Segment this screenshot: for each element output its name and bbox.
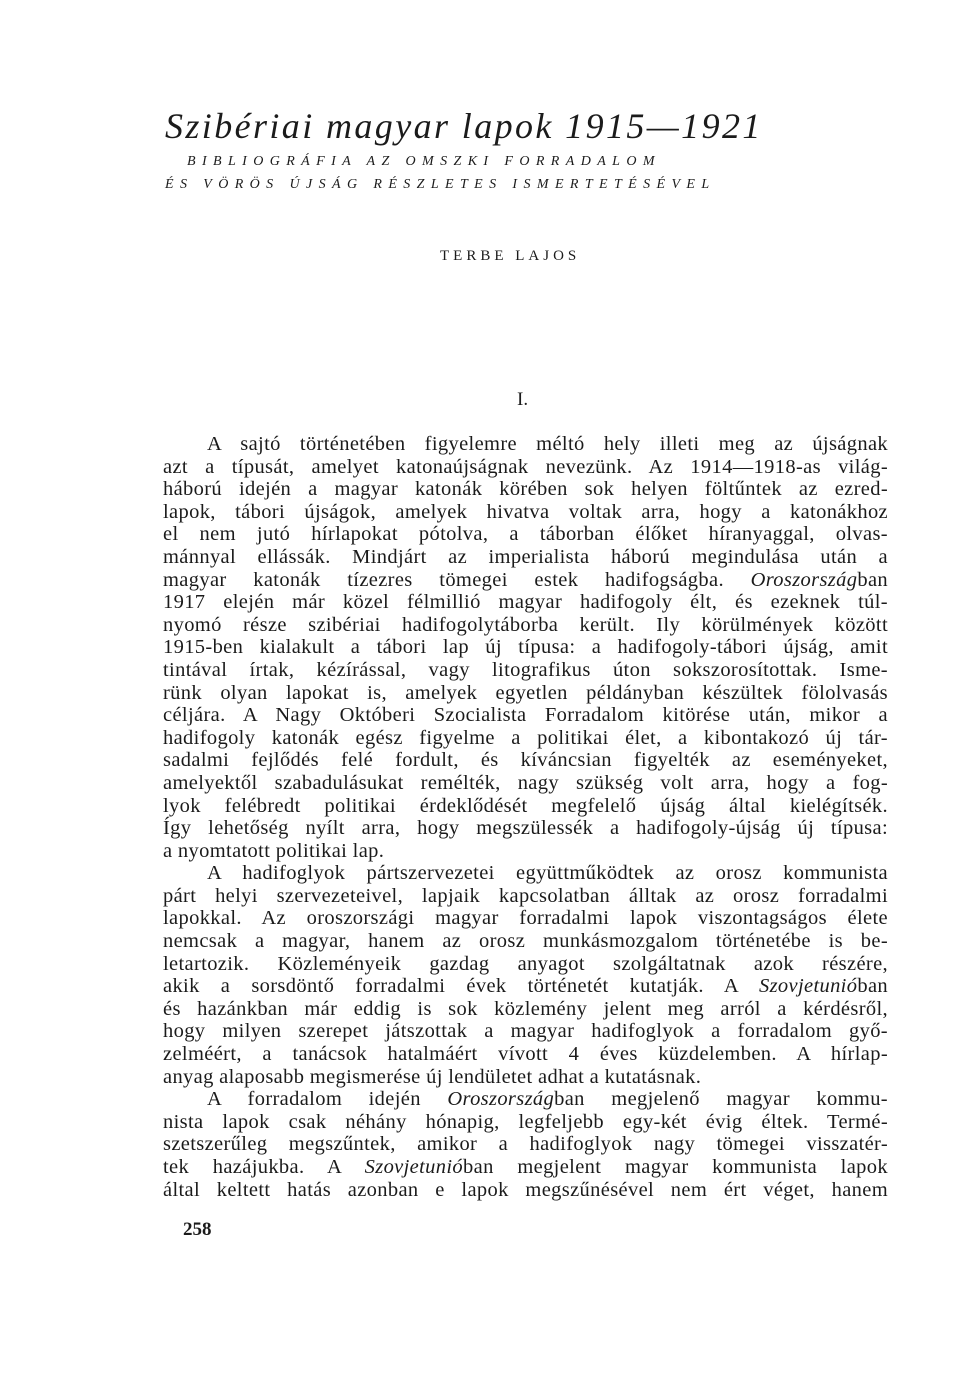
body-line: háború idején a magyar katonák körében sok helyen föltűntek az ezred- bbox=[163, 478, 888, 501]
paragraph bbox=[163, 433, 888, 862]
body-line: anyag alaposabb megismerése új lendületet adhat a kutatásnak. bbox=[163, 1065, 702, 1088]
italic-term: Szovjetunió bbox=[758, 975, 858, 998]
line-text: ban bbox=[857, 975, 888, 998]
line-text: ban bbox=[857, 568, 888, 591]
line-text: ban megjelent magyar kommunista lapok bbox=[463, 1156, 888, 1178]
body-line: tintával írtak, kézírással, vagy litografikus úton sokszorosítottak. Isme- bbox=[163, 658, 888, 681]
body-line: nyomó része szibériai hadifogolytáborba került. Ily körülmények között bbox=[163, 613, 888, 636]
body-line: amelyektől szabadulásukat remélték, nagy szükség volt arra, hogy a fog- bbox=[163, 771, 888, 794]
body-line: Így lehetőség nyílt arra, hogy megszülessék a hadifogoly-újság új típusa: bbox=[163, 817, 888, 840]
body-line: lapokkal. Az oroszországi magyar forradalmi lapok viszontagságos élete bbox=[163, 907, 888, 930]
paragraph bbox=[163, 1088, 888, 1201]
article-body bbox=[163, 433, 888, 1201]
body-line: lyok felébredt politikai érdeklődését megfelelő újság által kielégítsék. bbox=[163, 794, 888, 817]
body-line: el nem jutó hírlapokat pótolva, a táborban élőket híranyaggal, olvas- bbox=[163, 523, 888, 546]
italic-term: Oroszország bbox=[447, 1088, 555, 1111]
line-text: magyar katonák tízezres tömegei estek hadifogságba. bbox=[163, 568, 751, 591]
italic-term: Oroszország bbox=[750, 568, 858, 591]
page-number: 258 bbox=[183, 1219, 212, 1240]
body-line bbox=[163, 1156, 888, 1179]
body-line: A hadifoglyok pártszervezetei együttműködtek az orosz kommunista bbox=[207, 862, 888, 885]
body-line: a nyomtatott politikai lap. bbox=[163, 839, 385, 862]
body-line: letartozik. Közleményeik gazdag anyagot szolgáltatnak azok részére, bbox=[163, 952, 888, 975]
body-line bbox=[163, 1088, 888, 1111]
body-line: rünk olyan lapokat is, amelyek egyetlen példányban készültek fölolvasás bbox=[163, 681, 888, 704]
article-title: Szibériai magyar lapok 1915—1921 bbox=[165, 106, 763, 146]
body-line: és hazánkban már eddig is sok közlemény jelent meg arról a kérdésről, bbox=[163, 997, 888, 1020]
article-subtitle-line: BIBLIOGRÁFIA AZ OMSZKI FORRADALOM bbox=[187, 154, 661, 169]
body-line: 1917 elején már közel félmillió magyar hadifogoly élt, és ezeknek túl- bbox=[163, 591, 888, 614]
body-line: céljára. A Nagy Októberi Szocialista Forradalom kitörése után, mikor a bbox=[163, 704, 888, 727]
line-text: tek hazájukba. A bbox=[163, 1156, 365, 1178]
body-line: hadifogoly katonák egész figyelme a politikai élet, a kibontakozó új tár- bbox=[163, 726, 888, 749]
line-text: akik a sorsdöntő forradalmi évek történetét kutatják. A bbox=[163, 975, 759, 998]
body-line: párt helyi szervezeteivel, lapjaik kapcsolatban álltak az orosz forradalmi bbox=[163, 884, 888, 907]
italic-term: Szovjetunió bbox=[364, 1156, 464, 1178]
body-line: nemcsak a magyar, hanem az orosz munkásmozgalom történetébe is be- bbox=[163, 930, 888, 953]
line-text: ban megjelenő magyar kommu- bbox=[554, 1088, 888, 1111]
body-line: nista lapok csak néhány hónapig, legfeljebb egy-két évig éltek. Termé- bbox=[163, 1110, 888, 1133]
body-line: A sajtó történetében figyelemre méltó hely illeti meg az újságnak bbox=[207, 433, 888, 455]
body-line: mánnyal ellássák. Mindjárt az imperialista háború megindulása után a bbox=[163, 545, 888, 568]
body-line: zelméért, a tanácsok hatalmáért vívott 4 éves küzdelemben. A hírlap- bbox=[163, 1043, 888, 1066]
section-number: I. bbox=[517, 389, 529, 410]
body-line: 1915-ben kialakult a tábori lap új típusa: a hadifogoly-tábori újság, amit bbox=[163, 636, 888, 659]
line-text: A forradalom idején bbox=[207, 1088, 448, 1111]
paragraph bbox=[163, 862, 888, 1088]
body-line: lapok, tábori újságok, amelyek hivatva voltak arra, hogy a katonákhoz bbox=[163, 500, 888, 523]
body-line bbox=[163, 569, 888, 592]
article-subtitle-line: ÉS VÖRÖS ÚJSÁG RÉSZLETES ISMERTETÉSÉVEL bbox=[165, 177, 716, 192]
body-line: sadalmi fejlődés felé fordult, és kíváncsian figyelték az eseményeket, bbox=[163, 749, 888, 772]
body-line: azt a típusát, amelyet katonaújságnak nevezünk. Az 1914—1918-as világ- bbox=[163, 455, 888, 478]
body-line: hogy milyen szerepet játszottak a magyar hadifoglyok a forradalom győ- bbox=[163, 1020, 888, 1043]
body-line: által keltett hatás azonban e lapok megszűnésével nem ért véget, hanem bbox=[163, 1178, 888, 1201]
body-line bbox=[163, 975, 888, 998]
author-name: TERBE LAJOS bbox=[440, 248, 581, 264]
body-line: szetszerűleg megszűntek, amikor a hadifoglyok nagy tömegei visszatér- bbox=[163, 1133, 888, 1156]
